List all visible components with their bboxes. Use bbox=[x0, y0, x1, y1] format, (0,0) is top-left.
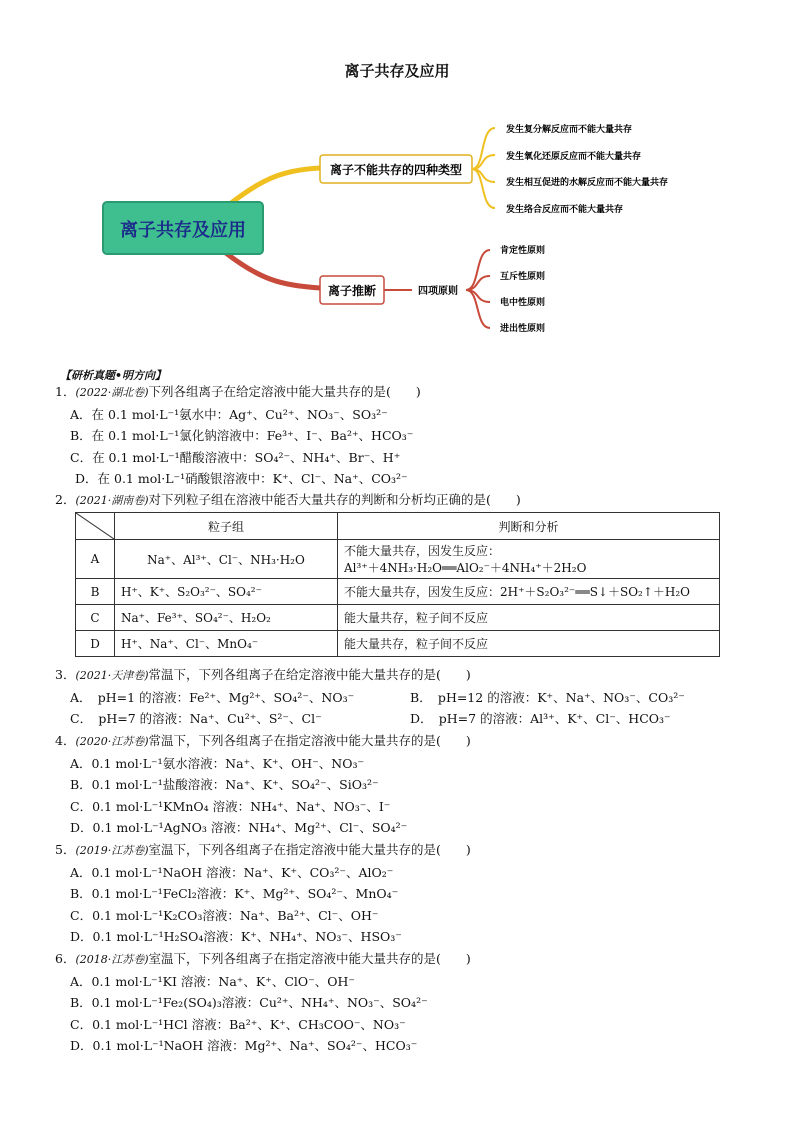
q-stem: 常温下，下列各组离子在指定溶液中能大量共存的是( ) bbox=[148, 733, 471, 748]
option-a: A．0.1 mol·L⁻¹KI 溶液：Na⁺、K⁺、ClO⁻、OH⁻ bbox=[70, 973, 355, 989]
row-judgement: 能大量共存，粒子间不反应 bbox=[338, 605, 720, 631]
q-num: 1． bbox=[55, 384, 76, 399]
question-2 bbox=[55, 489, 521, 512]
q-stem: 室温下，下列各组离子在指定溶液中能大量共存的是( ) bbox=[148, 842, 471, 857]
table-row bbox=[76, 540, 720, 579]
judgement-line: Al³⁺＋4NH₃·H₂O══AlO₂⁻＋4NH₄⁺＋2H₂O bbox=[344, 561, 587, 575]
option-a: A．在 0.1 mol·L⁻¹氨水中：Ag⁺、Cu²⁺、NO₃⁻、SO₃²⁻ bbox=[70, 406, 388, 422]
row-particles: H⁺、K⁺、S₂O₃²⁻、SO₄²⁻ bbox=[115, 579, 338, 605]
row-key: C bbox=[76, 605, 115, 631]
option-a: A．0.1 mol·L⁻¹氨水溶液：Na⁺、K⁺、OH⁻、NO₃⁻ bbox=[70, 755, 365, 771]
q-source: (2022·湖北卷) bbox=[75, 386, 149, 399]
row-judgement bbox=[338, 540, 720, 579]
q-num: 2． bbox=[55, 492, 76, 507]
question-3 bbox=[55, 664, 685, 730]
table-corner bbox=[76, 513, 115, 540]
q-stem: 下列各组离子在给定溶液中能大量共存的是( ) bbox=[148, 384, 421, 399]
table-row bbox=[76, 579, 720, 605]
mindmap-branch1: 离子不能共存的四种类型 bbox=[329, 163, 463, 177]
option-c: C．在 0.1 mol·L⁻¹醋酸溶液中：SO₄²⁻、NH₄⁺、Br⁻、H⁺ bbox=[70, 449, 401, 465]
option-b: B．在 0.1 mol·L⁻¹氯化钠溶液中：Fe³⁺、I⁻、Ba²⁺、HCO₃⁻ bbox=[70, 428, 414, 443]
q-num: 5． bbox=[55, 842, 76, 857]
option-a: A．0.1 mol·L⁻¹NaOH 溶液：Na⁺、K⁺、CO₃²⁻、AlO₂⁻ bbox=[70, 864, 394, 880]
q-source: (2021·湖南卷) bbox=[75, 494, 149, 507]
q-stem: 常温下，下列各组离子在给定溶液中能大量共存的是( ) bbox=[148, 667, 471, 682]
option-d: D．在 0.1 mol·L⁻¹硝酸银溶液中：K⁺、Cl⁻、Na⁺、CO₃²⁻ bbox=[75, 471, 408, 486]
option-b: B． pH=12 的溶液：K⁺、Na⁺、NO₃⁻、CO₃²⁻ bbox=[410, 689, 685, 705]
option-d: D． pH=7 的溶液：Al³⁺、K⁺、Cl⁻、HCO₃⁻ bbox=[410, 711, 671, 726]
judgement-line: 不能大量共存，因发生反应： bbox=[344, 544, 501, 558]
table-header: 判断和分析 bbox=[338, 513, 720, 540]
mindmap-b2-item: 电中性原则 bbox=[500, 298, 546, 308]
question-6 bbox=[55, 948, 471, 1057]
question-5 bbox=[55, 839, 471, 948]
mindmap-b1-item: 发生氧化还原反应而不能大量共存 bbox=[506, 152, 642, 162]
q-source: (2021·天津卷) bbox=[75, 669, 149, 682]
q-stem: 对下列粒子组在溶液中能否大量共存的判断和分析均正确的是( ) bbox=[148, 492, 521, 507]
row-judgement: 能大量共存，粒子间不反应 bbox=[338, 631, 720, 657]
option-c: C． pH=7 的溶液：Na⁺、Cu²⁺、S²⁻、Cl⁻ bbox=[70, 711, 322, 726]
option-c: C．0.1 mol·L⁻¹KMnO₄ 溶液：NH₄⁺、Na⁺、NO₃⁻、I⁻ bbox=[70, 798, 391, 814]
question-1 bbox=[55, 381, 421, 490]
q-num: 6． bbox=[55, 951, 76, 966]
option-b: B．0.1 mol·L⁻¹Fe₂(SO₄)₃溶液：Cu²⁺、NH₄⁺、NO₃⁻、SO₄²⁻ bbox=[70, 995, 428, 1010]
mindmap-b2-item: 肯定性原则 bbox=[500, 246, 546, 256]
mindmap-b2-item: 进出性原则 bbox=[500, 324, 546, 334]
option-b: B．0.1 mol·L⁻¹FeCl₂溶液：K⁺、Mg²⁺、SO₄²⁻、MnO₄⁻ bbox=[70, 886, 399, 901]
option-d: D．0.1 mol·L⁻¹H₂SO₄溶液：K⁺、NH₄⁺、NO₃⁻、HSO₃⁻ bbox=[70, 929, 402, 944]
row-particles: Na⁺、Al³⁺、Cl⁻、NH₃·H₂O bbox=[115, 540, 338, 579]
row-key: D bbox=[76, 631, 115, 657]
analysis-table bbox=[75, 512, 720, 657]
q-source: (2018·江苏卷) bbox=[75, 953, 149, 966]
row-key: A bbox=[76, 540, 115, 579]
mindmap-b2-item: 互斥性原则 bbox=[500, 272, 546, 282]
section-label: 【研析真题•明方向】 bbox=[60, 369, 167, 382]
option-c: C．0.1 mol·L⁻¹K₂CO₃溶液：Na⁺、Ba²⁺、Cl⁻、OH⁻ bbox=[70, 907, 379, 923]
mindmap-branch2-sub: 四项原则 bbox=[418, 286, 458, 297]
option-a: A． pH=1 的溶液：Fe²⁺、Mg²⁺、SO₄²⁻、NO₃⁻ bbox=[70, 689, 355, 705]
row-judgement: 不能大量共存，因发生反应：2H⁺＋S₂O₃²⁻══S↓＋SO₂↑＋H₂O bbox=[338, 579, 720, 605]
option-b: B．0.1 mol·L⁻¹盐酸溶液：Na⁺、K⁺、SO₄²⁻、SiO₃²⁻ bbox=[70, 777, 379, 792]
table-row bbox=[76, 605, 720, 631]
q-stem: 室温下，下列各组离子在指定溶液中能大量共存的是( ) bbox=[148, 951, 471, 966]
q-source: (2019·江苏卷) bbox=[75, 844, 149, 857]
option-c: C．0.1 mol·L⁻¹HCl 溶液：Ba²⁺、K⁺、CH₃COO⁻、NO₃⁻ bbox=[70, 1016, 406, 1032]
row-particles: Na⁺、Fe³⁺、SO₄²⁻、H₂O₂ bbox=[115, 605, 338, 631]
row-particles: H⁺、Na⁺、Cl⁻、MnO₄⁻ bbox=[115, 631, 338, 657]
mindmap-b1-item: 发生相互促进的水解反应而不能大量共存 bbox=[506, 178, 669, 188]
option-d: D．0.1 mol·L⁻¹AgNO₃ 溶液：NH₄⁺、Mg²⁺、Cl⁻、SO₄²⁻ bbox=[70, 820, 408, 835]
table-header: 粒子组 bbox=[115, 513, 338, 540]
table-row bbox=[76, 631, 720, 657]
mindmap-b1-item: 发生络合反应而不能大量共存 bbox=[506, 205, 624, 215]
mind-map bbox=[0, 110, 794, 350]
row-key: B bbox=[76, 579, 115, 605]
option-d: D．0.1 mol·L⁻¹NaOH 溶液：Mg²⁺、Na⁺、SO₄²⁻、HCO₃⁻ bbox=[70, 1038, 418, 1053]
question-4 bbox=[55, 730, 471, 839]
mindmap-b1-item: 发生复分解反应而不能大量共存 bbox=[506, 125, 633, 135]
page-title: 离子共存及应用 bbox=[344, 62, 450, 80]
mindmap-branch2: 离子推断 bbox=[327, 284, 377, 298]
q-num: 4． bbox=[55, 733, 76, 748]
mindmap-center: 离子共存及应用 bbox=[120, 220, 246, 241]
q-num: 3． bbox=[55, 667, 76, 682]
q-source: (2020·江苏卷) bbox=[75, 735, 149, 748]
